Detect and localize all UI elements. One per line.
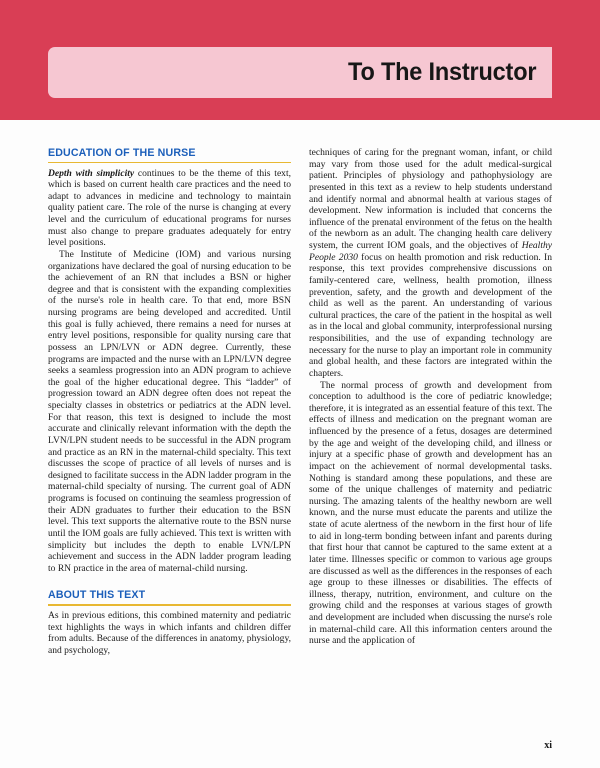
page-body — [0, 120, 600, 768]
page-title: To The Instructor — [347, 58, 537, 86]
section-heading-about-this-text: ABOUT THIS TEXT — [48, 589, 146, 602]
paragraph-text-before-italic: techniques of caring for the pregnant woman, infant, or child may vary from those used for the adult medical-surgical patient. Principles of physiology and pathophysiology are presented in this text as a review to help students understand and identify normal and abnormal health at various stages of development. New information is included that concerns the influence of the prenatal environment of the fetus on the health of the newborn as an adult. The changing health care delivery system, the current IOM goals, and the objectives of — [309, 147, 552, 251]
paragraph — [309, 147, 552, 380]
page-number: xi — [544, 740, 552, 751]
paragraph-text-after-italic: focus on health promotion and risk reduction. In response, this text provides comprehensive discussions on family-centered care, wellness, health promotion, illness prevention, safety, and the growth and development of the child as well as the parent. An understanding of various cultural practices, the care of the patient in the hospital as well as in the local and global community, interprofessional nursing responsibilities, and the use of expanding technology are necessary for the nurse to play an important role in community and global health, and these factors are integrated within the chapters. — [309, 251, 552, 379]
lead-emphasis-text: Depth with simplicity — [48, 167, 135, 179]
two-column-layout — [48, 147, 552, 657]
section-gap — [48, 574, 291, 589]
heading-rule — [48, 162, 291, 164]
right-column — [309, 147, 552, 657]
section-education-of-the-nurse — [48, 147, 291, 574]
page-header-band — [0, 0, 600, 120]
paragraph: The Institute of Medicine (IOM) and various nursing organizations have declared the goal of nursing education to be the achievement of an RN that includes a BSN or higher degree and that is consistent with the expanding complexities of the nurse's role in health care. To that end, more BSN nursing programs are being developed and accredited. Until this goal is fully achieved, there remains a need for nurses at entry level positions, responsible for quality nursing care that possess an LPN/LVN or ADN degree. Currently, these programs are impacted and the nurse with an LPN/LVN degree seeks a seamless progression into an ADN program to achieve the goal of the higher educational degree. This “ladder” of progression toward an ADN degree often does not repeat the specialty classes in obstetrics or pediatrics at the ADN level. For that reason, this text is designed to include the most accurate and clinically relevant information with the depth the LVN/LPN student needs to be successful in the ADN program and practice as an RN in the maternal-child specialty. This text discusses the scope of practice of all levels of nurses and is designed to facilitate success in the ADN ladder program in the maternal-child specialty of nursing. The current goal of ADN programs is focused on continuing the seamless progression of their ADN graduates to further their education to the BSN level. This text supports the alternative route to the BSN nurse until the IOM goals are fully achieved. This text is written with simplicity but includes the depth to enable LVN/LPN achievement and success in the ADN ladder program leading to RN practice in the area of maternal-child nursing. — [48, 248, 291, 574]
italic-title-healthy-people: Healthy People 2030 — [309, 240, 552, 263]
header-title-plate — [48, 47, 552, 98]
left-column — [48, 147, 291, 657]
paragraph-text: continues to be the theme of this text, which is based on current health care practices and the need to adapt to advances in medicine and technology to maintain quality patient care. The role of the nurse is changing at every level and the curriculum of educational programs for nurses must also change to prepare graduates adequately for entry level positions. — [48, 167, 291, 249]
heading-rule — [48, 604, 291, 606]
paragraph: As in previous editions, this combined maternity and pediatric text highlights the ways in which infants and children differ from adults. Because of the differences in anatomy, physiology, and psychology, — [48, 610, 291, 656]
section-about-this-text — [48, 589, 291, 656]
paragraph — [48, 168, 291, 249]
section-heading-education: EDUCATION OF THE NURSE — [48, 147, 196, 159]
paragraph: The normal process of growth and development from conception to adulthood is the core of pediatric knowledge; therefore, it is integrated as an essential feature of this text. The effects of illness and medication on the pregnant woman are influenced by the presence of a fetus, dosages are determined by the age and weight of the developing child, and illness or injury at a specific phase of growth and development has an impact on the achievement of normal developmental tasks. Nothing is standard among these populations, and these are some of the unique challenges of maternity and pediatric nursing. The amazing talents of the healthy newborn are well known, and the nurse must educate the parents and utilize the state of acute alertness of the newborn in the first hour of life to aid in long-term bonding between infant and parents during that first hour that cannot be captured to the same extent at a later time. Illnesses specific or common to various age groups are discussed as well as the differences in the responses of each age group to these illnesses or disabilities. The effects of illness, therapy, nutrition, environment, and culture on the growing child and the responses at various stages of growth and development are included when discussing the nurse's role in maternal-child care. All this information centers around the nurse and the application of — [309, 379, 552, 647]
